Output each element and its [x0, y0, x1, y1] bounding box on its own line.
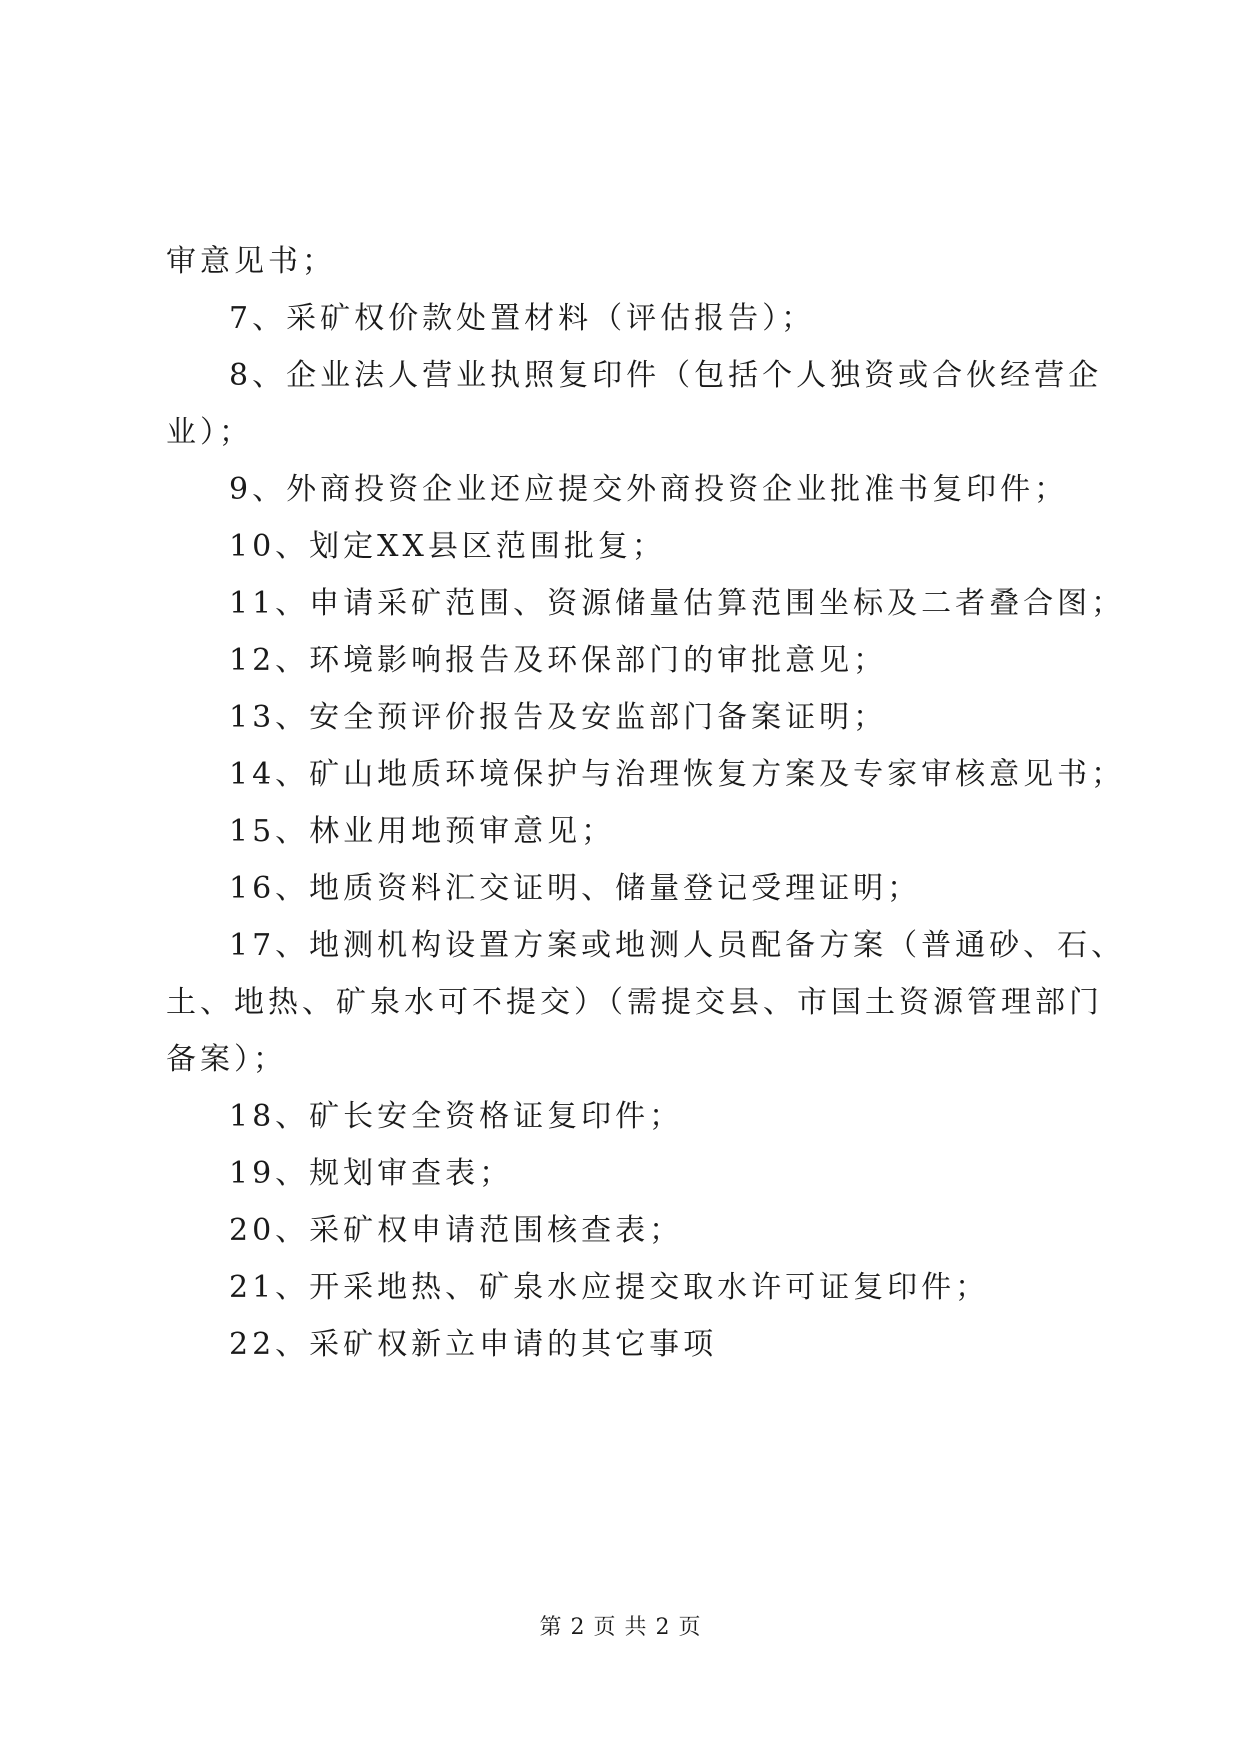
- text-line: 10、划定XX县区范围批复；: [229, 529, 666, 564]
- text-line: 22、采矿权新立申请的其它事项: [229, 1327, 718, 1362]
- text-line: 11、申请采矿范围、资源储量估算范围坐标及二者叠合图；: [229, 586, 1126, 621]
- text-line: 15、林业用地预审意见；: [229, 814, 616, 849]
- text-line: 土、地热、矿泉水可不提交）（需提交县、市国土资源管理部门: [166, 985, 1103, 1020]
- text-line: 20、采矿权申请范围核查表；: [229, 1213, 684, 1248]
- text-line: 12、环境影响报告及环保部门的审批意见；: [229, 643, 888, 678]
- text-line: 18、矿长安全资格证复印件；: [229, 1099, 684, 1134]
- text-line: 19、规划审查表；: [229, 1156, 514, 1191]
- text-line: 21、开采地热、矿泉水应提交取水许可证复印件；: [229, 1270, 990, 1305]
- document-body: [166, 233, 1126, 1373]
- text-line: 17、地测机构设置方案或地测人员配备方案（普通砂、石、: [229, 928, 1126, 963]
- text-line: 业）；: [166, 415, 253, 450]
- text-line: 13、安全预评价报告及安监部门备案证明；: [229, 700, 888, 735]
- text-line: 14、矿山地质环境保护与治理恢复方案及专家审核意见书；: [229, 757, 1126, 792]
- text-line: 7、采矿权价款处置材料（评估报告）；: [229, 301, 816, 336]
- text-line: 16、地质资料汇交证明、储量登记受理证明；: [229, 871, 922, 906]
- text-line: 8、企业法人营业执照复印件（包括个人独资或合伙经营企: [229, 358, 1103, 393]
- text-line: 9、外商投资企业还应提交外商投资企业批准书复印件；: [229, 472, 1069, 507]
- text-line: 审意见书；: [166, 244, 336, 279]
- page-number-footer: 第 2 页 共 2 页: [539, 1615, 702, 1640]
- text-line: 备案）；: [166, 1042, 287, 1077]
